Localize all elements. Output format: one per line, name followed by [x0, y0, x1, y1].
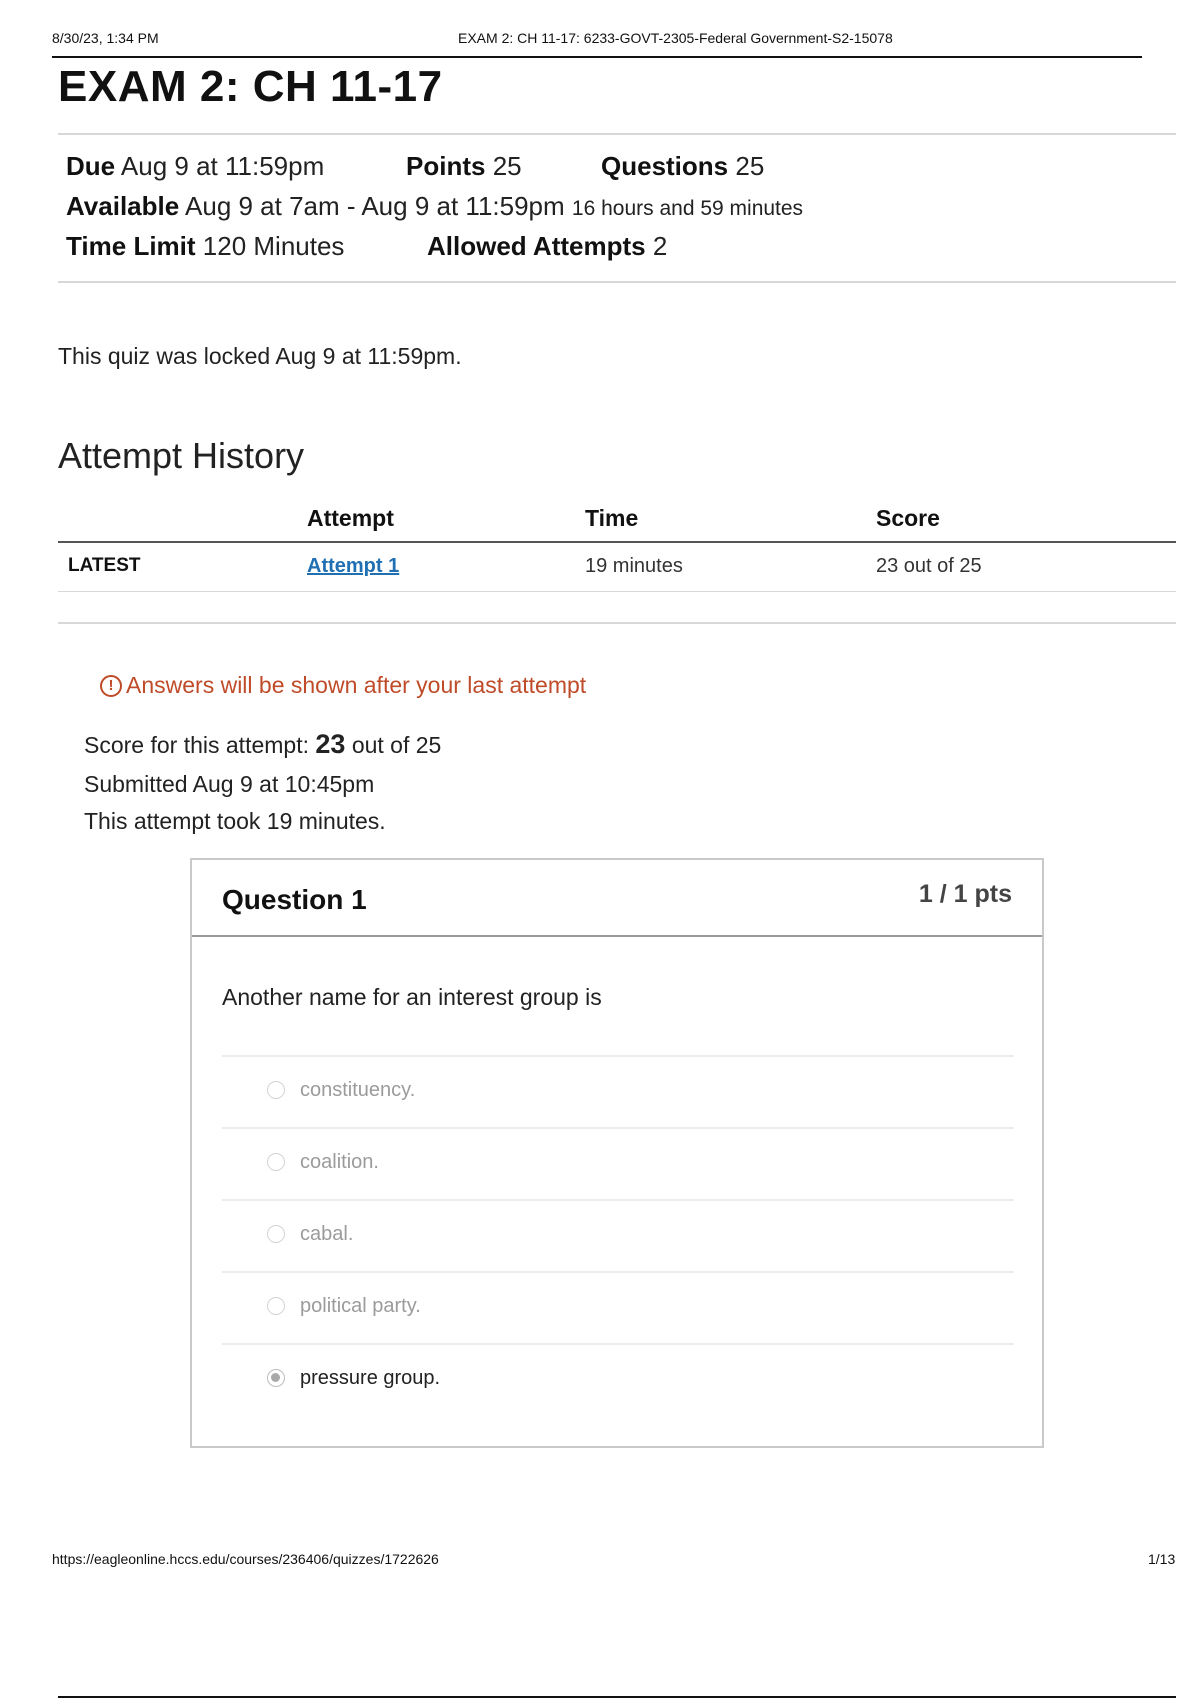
question-text: Another name for an interest group is — [222, 984, 602, 1010]
print-date: 8/30/23, 1:34 PM — [52, 30, 159, 46]
section-divider — [58, 622, 1176, 624]
duration-line: This attempt took 19 minutes. — [84, 808, 386, 834]
print-page-number: 1/13 — [1148, 1551, 1176, 1567]
attempt-time: 19 minutes — [585, 555, 683, 577]
answers-notice-text: Answers will be shown after your last attempt — [126, 672, 587, 698]
page-title: EXAM 2: CH 11-17 — [58, 62, 443, 111]
score-suffix: out of 25 — [351, 732, 442, 758]
question-header — [192, 860, 1042, 937]
available-label: Available — [66, 191, 180, 221]
available-duration: 16 hours and 59 minutes — [571, 197, 804, 220]
allowed-attempts-value: 2 — [652, 231, 668, 261]
latest-tag: LATEST — [68, 555, 141, 576]
questions-value: 25 — [735, 151, 765, 181]
radio-unselected-icon[interactable] — [267, 1153, 285, 1171]
column-header-attempt: Attempt — [307, 505, 394, 531]
answer-label: constituency. — [300, 1079, 416, 1101]
answer-label: coalition. — [300, 1151, 379, 1173]
points-value: 25 — [492, 151, 522, 181]
table-row-divider — [58, 591, 1176, 592]
answer-option[interactable] — [222, 1127, 1014, 1199]
attempt-history-heading: Attempt History — [58, 435, 305, 476]
time-limit-value: 120 Minutes — [202, 231, 345, 261]
question-points: 1 / 1 pts — [918, 880, 1012, 908]
locked-message: This quiz was locked Aug 9 at 11:59pm. — [58, 343, 462, 369]
due-info — [66, 151, 324, 182]
points-info — [406, 151, 522, 182]
attempt-score: 23 out of 25 — [876, 555, 982, 577]
attempt-score-line — [84, 729, 441, 760]
allowed-attempts-label: Allowed Attempts — [427, 231, 646, 261]
column-header-time: Time — [585, 505, 639, 531]
available-info — [66, 191, 803, 222]
available-value: Aug 9 at 7am - Aug 9 at 11:59pm — [185, 191, 565, 221]
bottom-divider — [58, 1696, 1176, 1698]
title-divider — [58, 133, 1176, 135]
attempt-1-link[interactable]: Attempt 1 — [307, 555, 400, 577]
question-title: Question 1 — [222, 884, 367, 915]
score-prefix: Score for this attempt: — [84, 732, 309, 758]
answer-option[interactable] — [222, 1055, 1014, 1127]
time-limit-info — [66, 231, 344, 262]
answers-notice — [100, 672, 586, 699]
answer-option[interactable] — [222, 1271, 1014, 1343]
radio-selected-icon[interactable] — [267, 1369, 285, 1387]
answer-label: cabal. — [300, 1223, 354, 1245]
meta-divider — [58, 281, 1176, 283]
questions-info — [601, 151, 764, 182]
radio-unselected-icon[interactable] — [267, 1081, 285, 1099]
answer-option-selected[interactable] — [222, 1343, 1014, 1415]
table-header-divider — [58, 541, 1176, 543]
allowed-attempts-info — [427, 231, 667, 262]
question-card — [190, 858, 1044, 1448]
column-header-score: Score — [876, 505, 940, 531]
time-limit-label: Time Limit — [66, 231, 196, 261]
header-divider — [52, 56, 1142, 58]
answer-label: pressure group. — [300, 1367, 441, 1389]
score-value: 23 — [315, 729, 346, 759]
answer-option[interactable] — [222, 1199, 1014, 1271]
radio-unselected-icon[interactable] — [267, 1297, 285, 1315]
due-value: Aug 9 at 11:59pm — [120, 151, 325, 181]
print-url: https://eagleonline.hccs.edu/courses/236406/quizzes/1722626 — [52, 1551, 439, 1567]
due-label: Due — [66, 151, 116, 181]
points-label: Points — [406, 151, 486, 181]
warning-circle-icon: ! — [100, 675, 122, 697]
print-page-title: EXAM 2: CH 11-17: 6233-GOVT-2305-Federal Government-S2-15078 — [458, 30, 893, 46]
questions-label: Questions — [601, 151, 729, 181]
answer-label: political party. — [300, 1295, 421, 1317]
radio-unselected-icon[interactable] — [267, 1225, 285, 1243]
submitted-line: Submitted Aug 9 at 10:45pm — [84, 771, 375, 797]
